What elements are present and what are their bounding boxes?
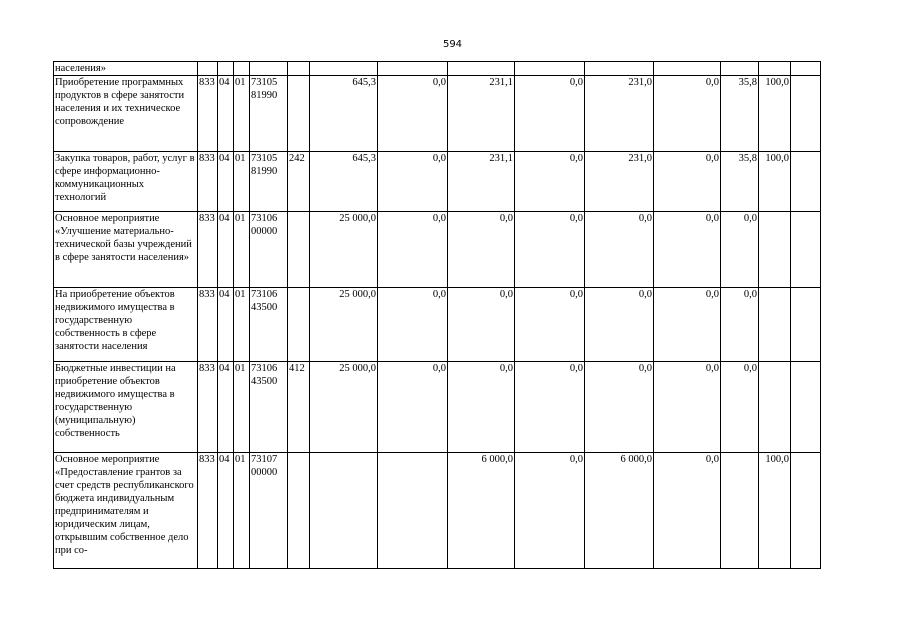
value-cell-6: 0,0 <box>654 453 721 569</box>
subsection-code-cell: 01 <box>234 288 250 362</box>
value-cell-3: 231,1 <box>448 76 515 152</box>
value-cell-8: 100,0 <box>759 76 791 152</box>
value-cell-1: 645,3 <box>310 152 378 212</box>
subsection-code-cell: 01 <box>234 212 250 288</box>
value-cell-7: 0,0 <box>721 362 759 453</box>
value-cell-3: 6 000,0 <box>448 453 515 569</box>
glv-code-cell: 833 <box>198 152 218 212</box>
section-code-cell: 04 <box>218 362 234 453</box>
table-row <box>54 76 821 152</box>
row-name-cell: Основное мероприятие «Улучшение материально-технической базы учреждений в сфере занятости населения» <box>54 212 198 288</box>
value-cell-3: 0,0 <box>448 362 515 453</box>
value-cell-2 <box>378 453 448 569</box>
value-cell-6: 0,0 <box>654 212 721 288</box>
budget-table <box>53 61 821 569</box>
value-cell-8 <box>759 62 791 76</box>
value-cell-1 <box>310 453 378 569</box>
target-article-code-cell: 73105 81990 <box>250 76 288 152</box>
target-article-code-cell: 73107 00000 <box>250 453 288 569</box>
value-cell-9 <box>791 76 821 152</box>
row-name-cell: Основное мероприятие «Предоставление грантов за счет средств республиканского бюджета индивидуальным предпринимателям и юридическим лицам, открывшим собственное дело при со- <box>54 453 198 569</box>
value-cell-6: 0,0 <box>654 288 721 362</box>
value-cell-1: 25 000,0 <box>310 212 378 288</box>
value-cell-2: 0,0 <box>378 288 448 362</box>
section-code-cell: 04 <box>218 288 234 362</box>
table-row <box>54 288 821 362</box>
expense-type-code-cell <box>288 76 310 152</box>
value-cell-9 <box>791 362 821 453</box>
expense-type-code-cell <box>288 288 310 362</box>
expense-type-code-cell <box>288 212 310 288</box>
value-cell-7: 0,0 <box>721 288 759 362</box>
value-cell-4: 0,0 <box>515 362 585 453</box>
table-row <box>54 62 821 76</box>
value-cell-5: 0,0 <box>585 288 654 362</box>
value-cell-9 <box>791 453 821 569</box>
value-cell-8 <box>759 288 791 362</box>
glv-code-cell: 833 <box>198 212 218 288</box>
table-row <box>54 212 821 288</box>
value-cell-3: 231,1 <box>448 152 515 212</box>
target-article-code-cell: 73106 43500 <box>250 362 288 453</box>
row-name-cell: населения» <box>54 62 198 76</box>
value-cell-5: 6 000,0 <box>585 453 654 569</box>
value-cell-2 <box>378 62 448 76</box>
expense-type-code-cell: 412 <box>288 362 310 453</box>
value-cell-6 <box>654 62 721 76</box>
target-article-code-cell: 73106 43500 <box>250 288 288 362</box>
value-cell-7 <box>721 453 759 569</box>
value-cell-5: 0,0 <box>585 362 654 453</box>
section-code-cell <box>218 62 234 76</box>
value-cell-6: 0,0 <box>654 76 721 152</box>
expense-type-code-cell: 242 <box>288 152 310 212</box>
value-cell-2: 0,0 <box>378 152 448 212</box>
table-row <box>54 453 821 569</box>
value-cell-4 <box>515 62 585 76</box>
glv-code-cell: 833 <box>198 288 218 362</box>
section-code-cell: 04 <box>218 212 234 288</box>
row-name-cell: Бюджетные инвестиции на приобретение объектов недвижимого имущества в государственную (муниципальную) собственность <box>54 362 198 453</box>
subsection-code-cell: 01 <box>234 76 250 152</box>
glv-code-cell: 833 <box>198 453 218 569</box>
value-cell-8 <box>759 362 791 453</box>
value-cell-6: 0,0 <box>654 152 721 212</box>
value-cell-3: 0,0 <box>448 288 515 362</box>
value-cell-7 <box>721 62 759 76</box>
subsection-code-cell: 01 <box>234 152 250 212</box>
value-cell-7: 0,0 <box>721 212 759 288</box>
subsection-code-cell <box>234 62 250 76</box>
value-cell-9 <box>791 212 821 288</box>
target-article-code-cell: 73105 81990 <box>250 152 288 212</box>
value-cell-7: 35,8 <box>721 152 759 212</box>
value-cell-3 <box>448 62 515 76</box>
subsection-code-cell: 01 <box>234 453 250 569</box>
glv-code-cell: 833 <box>198 76 218 152</box>
row-name-cell: Приобретение программных продуктов в сфере занятости населения и их техническое сопровождение <box>54 76 198 152</box>
target-article-code-cell <box>250 62 288 76</box>
row-name-cell: Закупка товаров, работ, услуг в сфере информационно-коммуникационных технологий <box>54 152 198 212</box>
subsection-code-cell: 01 <box>234 362 250 453</box>
glv-code-cell: 833 <box>198 362 218 453</box>
section-code-cell: 04 <box>218 76 234 152</box>
page-number: 594 <box>442 39 463 50</box>
section-code-cell: 04 <box>218 453 234 569</box>
value-cell-5 <box>585 62 654 76</box>
glv-code-cell <box>198 62 218 76</box>
row-name-cell: На приобретение объектов недвижимого имущества в государственную собственность в сфере занятости населения <box>54 288 198 362</box>
expense-type-code-cell <box>288 62 310 76</box>
value-cell-4: 0,0 <box>515 288 585 362</box>
value-cell-1: 25 000,0 <box>310 362 378 453</box>
value-cell-5: 0,0 <box>585 212 654 288</box>
value-cell-4: 0,0 <box>515 453 585 569</box>
value-cell-9 <box>791 62 821 76</box>
value-cell-8 <box>759 212 791 288</box>
value-cell-9 <box>791 152 821 212</box>
value-cell-1 <box>310 62 378 76</box>
value-cell-2: 0,0 <box>378 212 448 288</box>
value-cell-7: 35,8 <box>721 76 759 152</box>
table-row <box>54 362 821 453</box>
value-cell-9 <box>791 288 821 362</box>
value-cell-1: 25 000,0 <box>310 288 378 362</box>
value-cell-8: 100,0 <box>759 152 791 212</box>
expense-type-code-cell <box>288 453 310 569</box>
value-cell-4: 0,0 <box>515 76 585 152</box>
section-code-cell: 04 <box>218 152 234 212</box>
value-cell-1: 645,3 <box>310 76 378 152</box>
value-cell-3: 0,0 <box>448 212 515 288</box>
value-cell-2: 0,0 <box>378 362 448 453</box>
value-cell-4: 0,0 <box>515 152 585 212</box>
value-cell-5: 231,0 <box>585 152 654 212</box>
value-cell-6: 0,0 <box>654 362 721 453</box>
value-cell-5: 231,0 <box>585 76 654 152</box>
value-cell-2: 0,0 <box>378 76 448 152</box>
table-row <box>54 152 821 212</box>
value-cell-4: 0,0 <box>515 212 585 288</box>
value-cell-8: 100,0 <box>759 453 791 569</box>
target-article-code-cell: 73106 00000 <box>250 212 288 288</box>
